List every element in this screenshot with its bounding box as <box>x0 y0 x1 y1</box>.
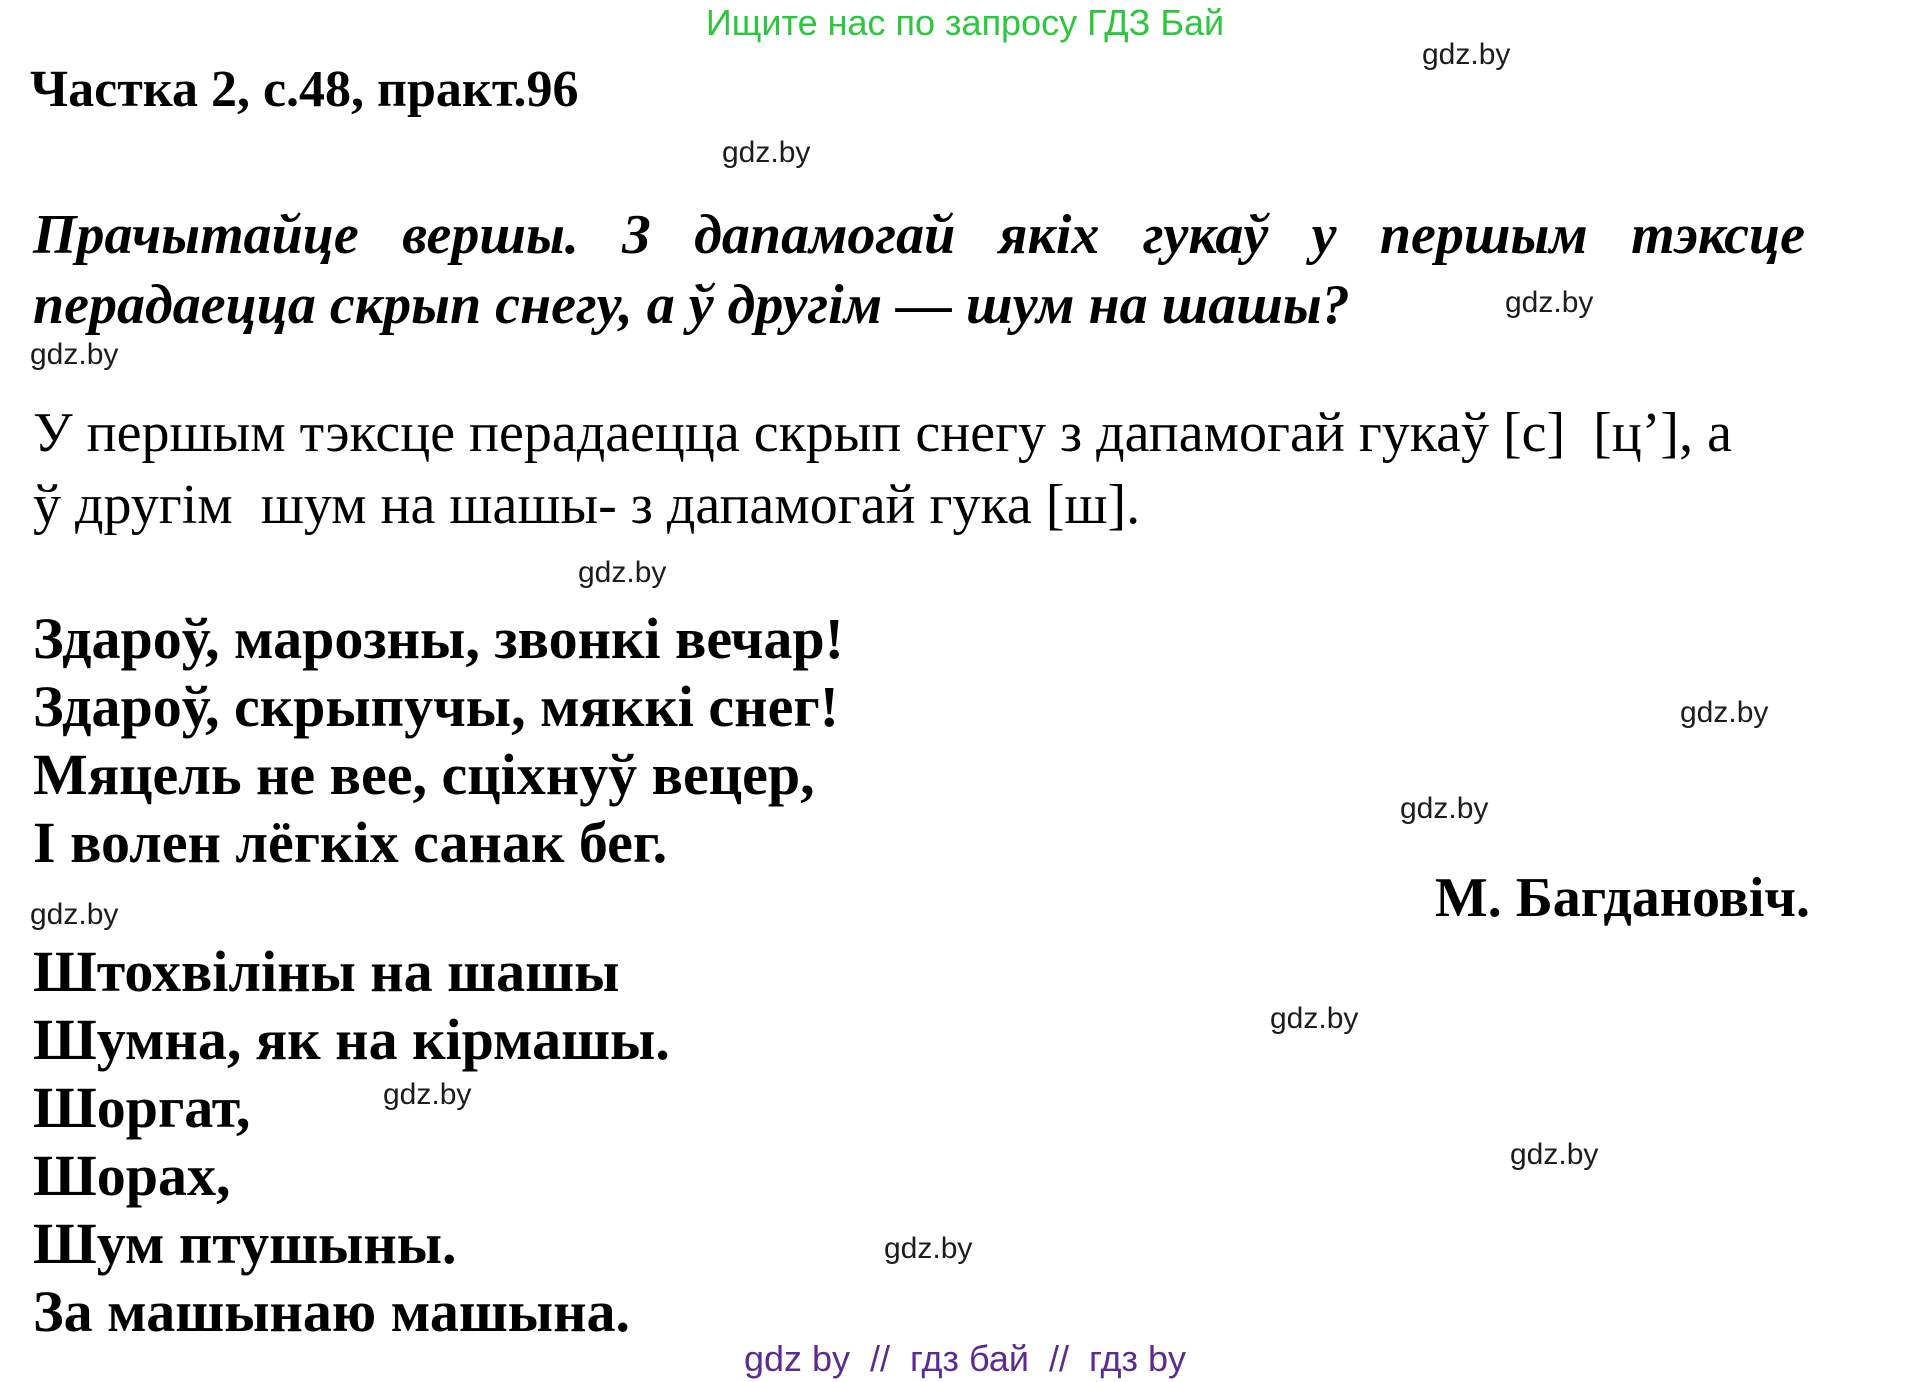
answer-line: ў другім шум на шашы- з дапамогай гука [ш]. <box>33 474 1141 536</box>
watermark-gdzby: gdz.by <box>30 338 119 371</box>
page-title: Частка 2, с.48, практ.96 <box>30 61 579 118</box>
watermark-gdzby: gdz.by <box>1510 1138 1599 1171</box>
poem1-line: Мяцель не вее, сціхнуў вецер, <box>33 742 815 807</box>
watermark-gdzby: gdz.by <box>1422 38 1511 71</box>
watermark-gdzby: gdz.by <box>578 556 667 589</box>
watermark-gdzby: gdz.by <box>383 1078 472 1111</box>
question-line: Прачытайце вершы. З дапамогай якіх гукаў у першым тэксце <box>33 204 1805 266</box>
poem2-line: Шумна, як на кірмашы. <box>33 1007 670 1072</box>
poem2-line: Шоргат, <box>33 1075 251 1140</box>
poem2-line: Шум птушыны. <box>33 1211 457 1276</box>
watermark-gdzby: gdz.by <box>1505 286 1594 319</box>
poem1-line: І волен лёгкіх санак бег. <box>33 810 668 875</box>
footer-sitenames: gdz by // гдз бай // гдз by <box>743 1338 1187 1379</box>
poem1-line: Здароў, скрыпучы, мяккі снег! <box>33 674 839 739</box>
question-line: перадаецца скрып снегу, а ў другім — шум на шашы? <box>33 274 1350 336</box>
watermark-gdzby: gdz.by <box>722 136 811 169</box>
watermark-gdzby: gdz.by <box>884 1232 973 1265</box>
promo-banner: Ищите нас по запросу ГДЗ Бай <box>705 2 1225 43</box>
poem2-line: За машынаю машына. <box>33 1279 630 1344</box>
poem2-line: Штохвіліны на шашы <box>33 939 620 1004</box>
poem-author: М. Багдановіч. <box>1434 867 1810 929</box>
poem1-line: Здароў, марозны, звонкі вечар! <box>33 606 844 671</box>
watermark-gdzby: gdz.by <box>1680 696 1769 729</box>
watermark-gdzby: gdz.by <box>1400 792 1489 825</box>
watermark-gdzby: gdz.by <box>30 898 119 931</box>
watermark-gdzby: gdz.by <box>1270 1002 1359 1035</box>
poem2-line: Шорах, <box>33 1143 231 1208</box>
answer-line: У першым тэксце перадаецца скрып снегу з дапамогай гукаў [с] [ц’], а <box>33 402 1732 464</box>
